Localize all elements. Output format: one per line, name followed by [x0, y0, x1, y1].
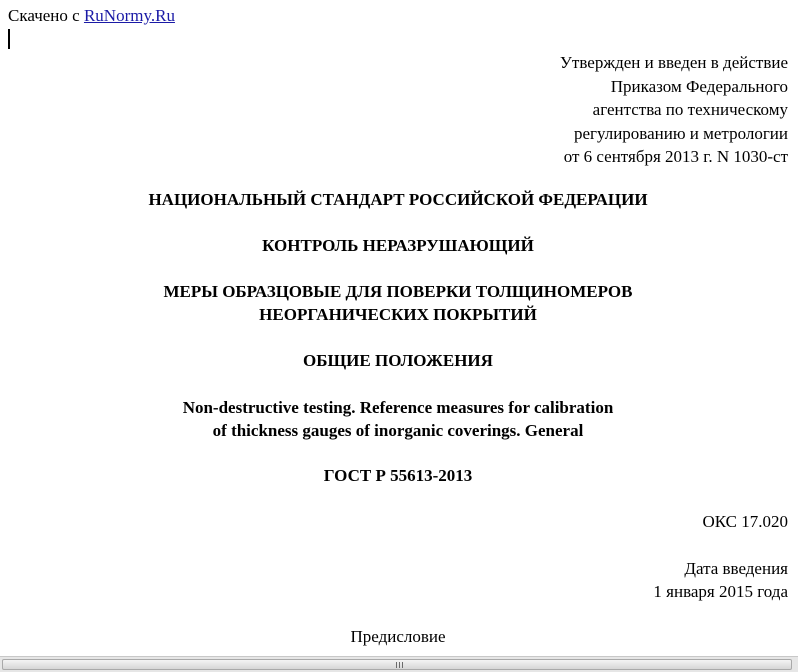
source-line [8, 6, 175, 26]
text-cursor [8, 29, 10, 49]
approval-block [560, 51, 788, 169]
approval-line: от 6 сентября 2013 г. N 1030-ст [563, 147, 788, 166]
preface-heading: Предисловие [350, 627, 446, 646]
control-heading: КОНТРОЛЬ НЕРАЗРУШАЮЩИЙ [262, 236, 534, 255]
intro-date-value: 1 января 2015 года [653, 582, 788, 601]
general-heading: ОБЩИЕ ПОЛОЖЕНИЯ [303, 351, 493, 370]
title-heading-line1: МЕРЫ ОБРАЗЦОВЫЕ ДЛЯ ПОВЕРКИ ТОЛЩИНОМЕРОВ [163, 282, 633, 301]
approval-line: регулированию и метрологии [573, 123, 788, 143]
approval-line: Утвержден и введен в действие [559, 53, 788, 72]
standard-code: ГОСТ Р 55613-2013 [323, 466, 473, 485]
source-prefix: Скачено с [8, 6, 80, 25]
oks-code: ОКС 17.020 [702, 512, 788, 531]
approval-line: агентства по техническому [592, 100, 788, 119]
english-title-line2: of thickness gauges of inorganic coverings. General [212, 421, 584, 440]
approval-line: Приказом Федерального [610, 76, 788, 96]
grip-icon [395, 662, 405, 668]
standard-type-heading: НАЦИОНАЛЬНЫЙ СТАНДАРТ РОССИЙСКОЙ ФЕДЕРАЦИИ [148, 190, 648, 209]
scrollbar-thumb[interactable] [2, 659, 792, 670]
title-heading-line2: НЕОРГАНИЧЕСКИХ ПОКРЫТИЙ [259, 305, 537, 324]
intro-date-label: Дата введения [684, 559, 788, 578]
horizontal-scrollbar[interactable] [0, 656, 798, 672]
source-link[interactable]: RuNormy.Ru [83, 6, 175, 25]
english-title-line1: Non-destructive testing. Reference measures for calibration [182, 398, 614, 417]
